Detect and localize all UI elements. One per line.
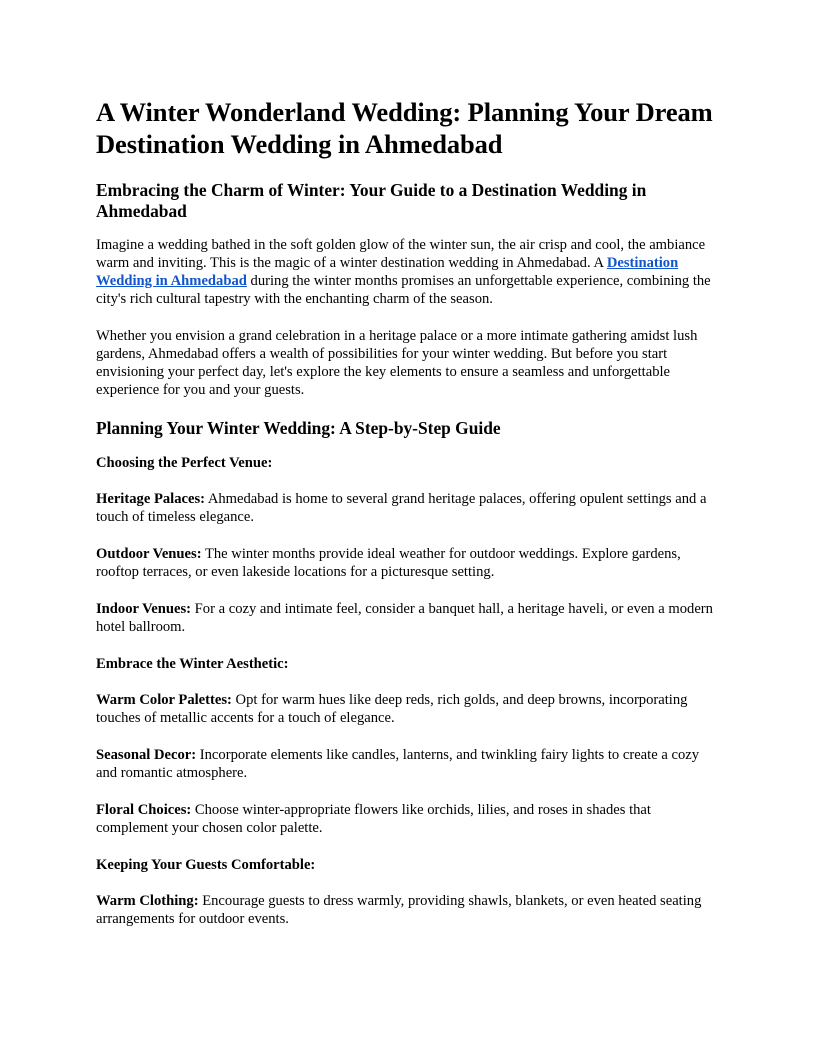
venue-item-indoor	[96, 600, 720, 636]
aesthetic-item-text: Incorporate elements like candles, lanterns, and twinkling fairy lights to create a cozy and romantic atmosphere.	[96, 747, 700, 781]
comfort-item-text: Encourage guests to dress warmly, providing shawls, blankets, or even heated seating arrangements for outdoor events.	[96, 893, 702, 927]
venue-item-text: Ahmedabad is home to several grand heritage palaces, offering opulent settings and a touch of timeless elegance.	[96, 491, 707, 525]
venue-item-text: For a cozy and intimate feel, consider a banquet hall, a heritage haveli, or even a modern hotel ballroom.	[96, 601, 713, 635]
venue-item-heritage	[96, 490, 720, 526]
aesthetic-item-colors	[96, 691, 720, 727]
destination-wedding-link[interactable]: Destination Wedding in Ahmedabad	[96, 255, 679, 289]
aesthetic-item-decor	[96, 746, 720, 782]
venue-heading: Choosing the Perfect Venue:	[96, 455, 273, 471]
intro-text-before: Imagine a wedding bathed in the soft golden glow of the winter sun, the air crisp and cool, the ambiance warm and inviting. This is the magic of a winter destination wedding in Ahmedabad. A	[96, 237, 706, 271]
page-title: A Winter Wonderland Wedding: Planning Your Dream Destination Wedding in Ahmedabad	[96, 97, 713, 159]
aesthetic-item-text: Opt for warm hues like deep reds, rich golds, and deep browns, incorporating touches of metallic accents for a touch of elegance.	[96, 692, 688, 726]
venue-item-text: The winter months provide ideal weather for outdoor weddings. Explore gardens, rooftop terraces, or even lakeside locations for a picturesque setting.	[96, 546, 681, 580]
venue-item-outdoor	[96, 545, 720, 581]
aesthetic-item-text: Choose winter-appropriate flowers like orchids, lilies, and roses in shades that complement your chosen color palette.	[96, 802, 651, 836]
venue-item-term: Indoor Venues:	[96, 601, 192, 617]
venue-item-term: Heritage Palaces:	[96, 491, 205, 507]
aesthetic-item-term: Floral Choices:	[96, 802, 192, 818]
comfort-item-term: Warm Clothing:	[96, 893, 199, 909]
aesthetic-item-term: Seasonal Decor:	[96, 747, 197, 763]
subtitle-heading: Embracing the Charm of Winter: Your Guide to a Destination Wedding in Ahmedabad	[96, 180, 647, 221]
venue-item-term: Outdoor Venues:	[96, 546, 202, 562]
intro-text-after: during the winter months promises an unforgettable experience, combining the city's rich cultural tapestry with the enchanting charm of the season.	[96, 273, 711, 307]
aesthetic-item-floral	[96, 801, 720, 837]
guide-heading: Planning Your Winter Wedding: A Step-by-Step Guide	[96, 418, 501, 438]
aesthetic-item-term: Warm Color Palettes:	[96, 692, 232, 708]
aesthetic-heading: Embrace the Winter Aesthetic:	[96, 656, 289, 672]
comfort-heading: Keeping Your Guests Comfortable:	[96, 857, 316, 873]
intro-paragraph-1	[96, 236, 720, 308]
comfort-item-clothing	[96, 892, 720, 928]
intro-paragraph-2: Whether you envision a grand celebration in a heritage palace or a more intimate gathering amidst lush gardens, Ahmedabad offers a wealth of possibilities for your winter wedding. But before you start envisioning your perfect day, let's explore the key elements to ensure a seamless and unforgettable experience for you and your guests.	[96, 328, 698, 398]
